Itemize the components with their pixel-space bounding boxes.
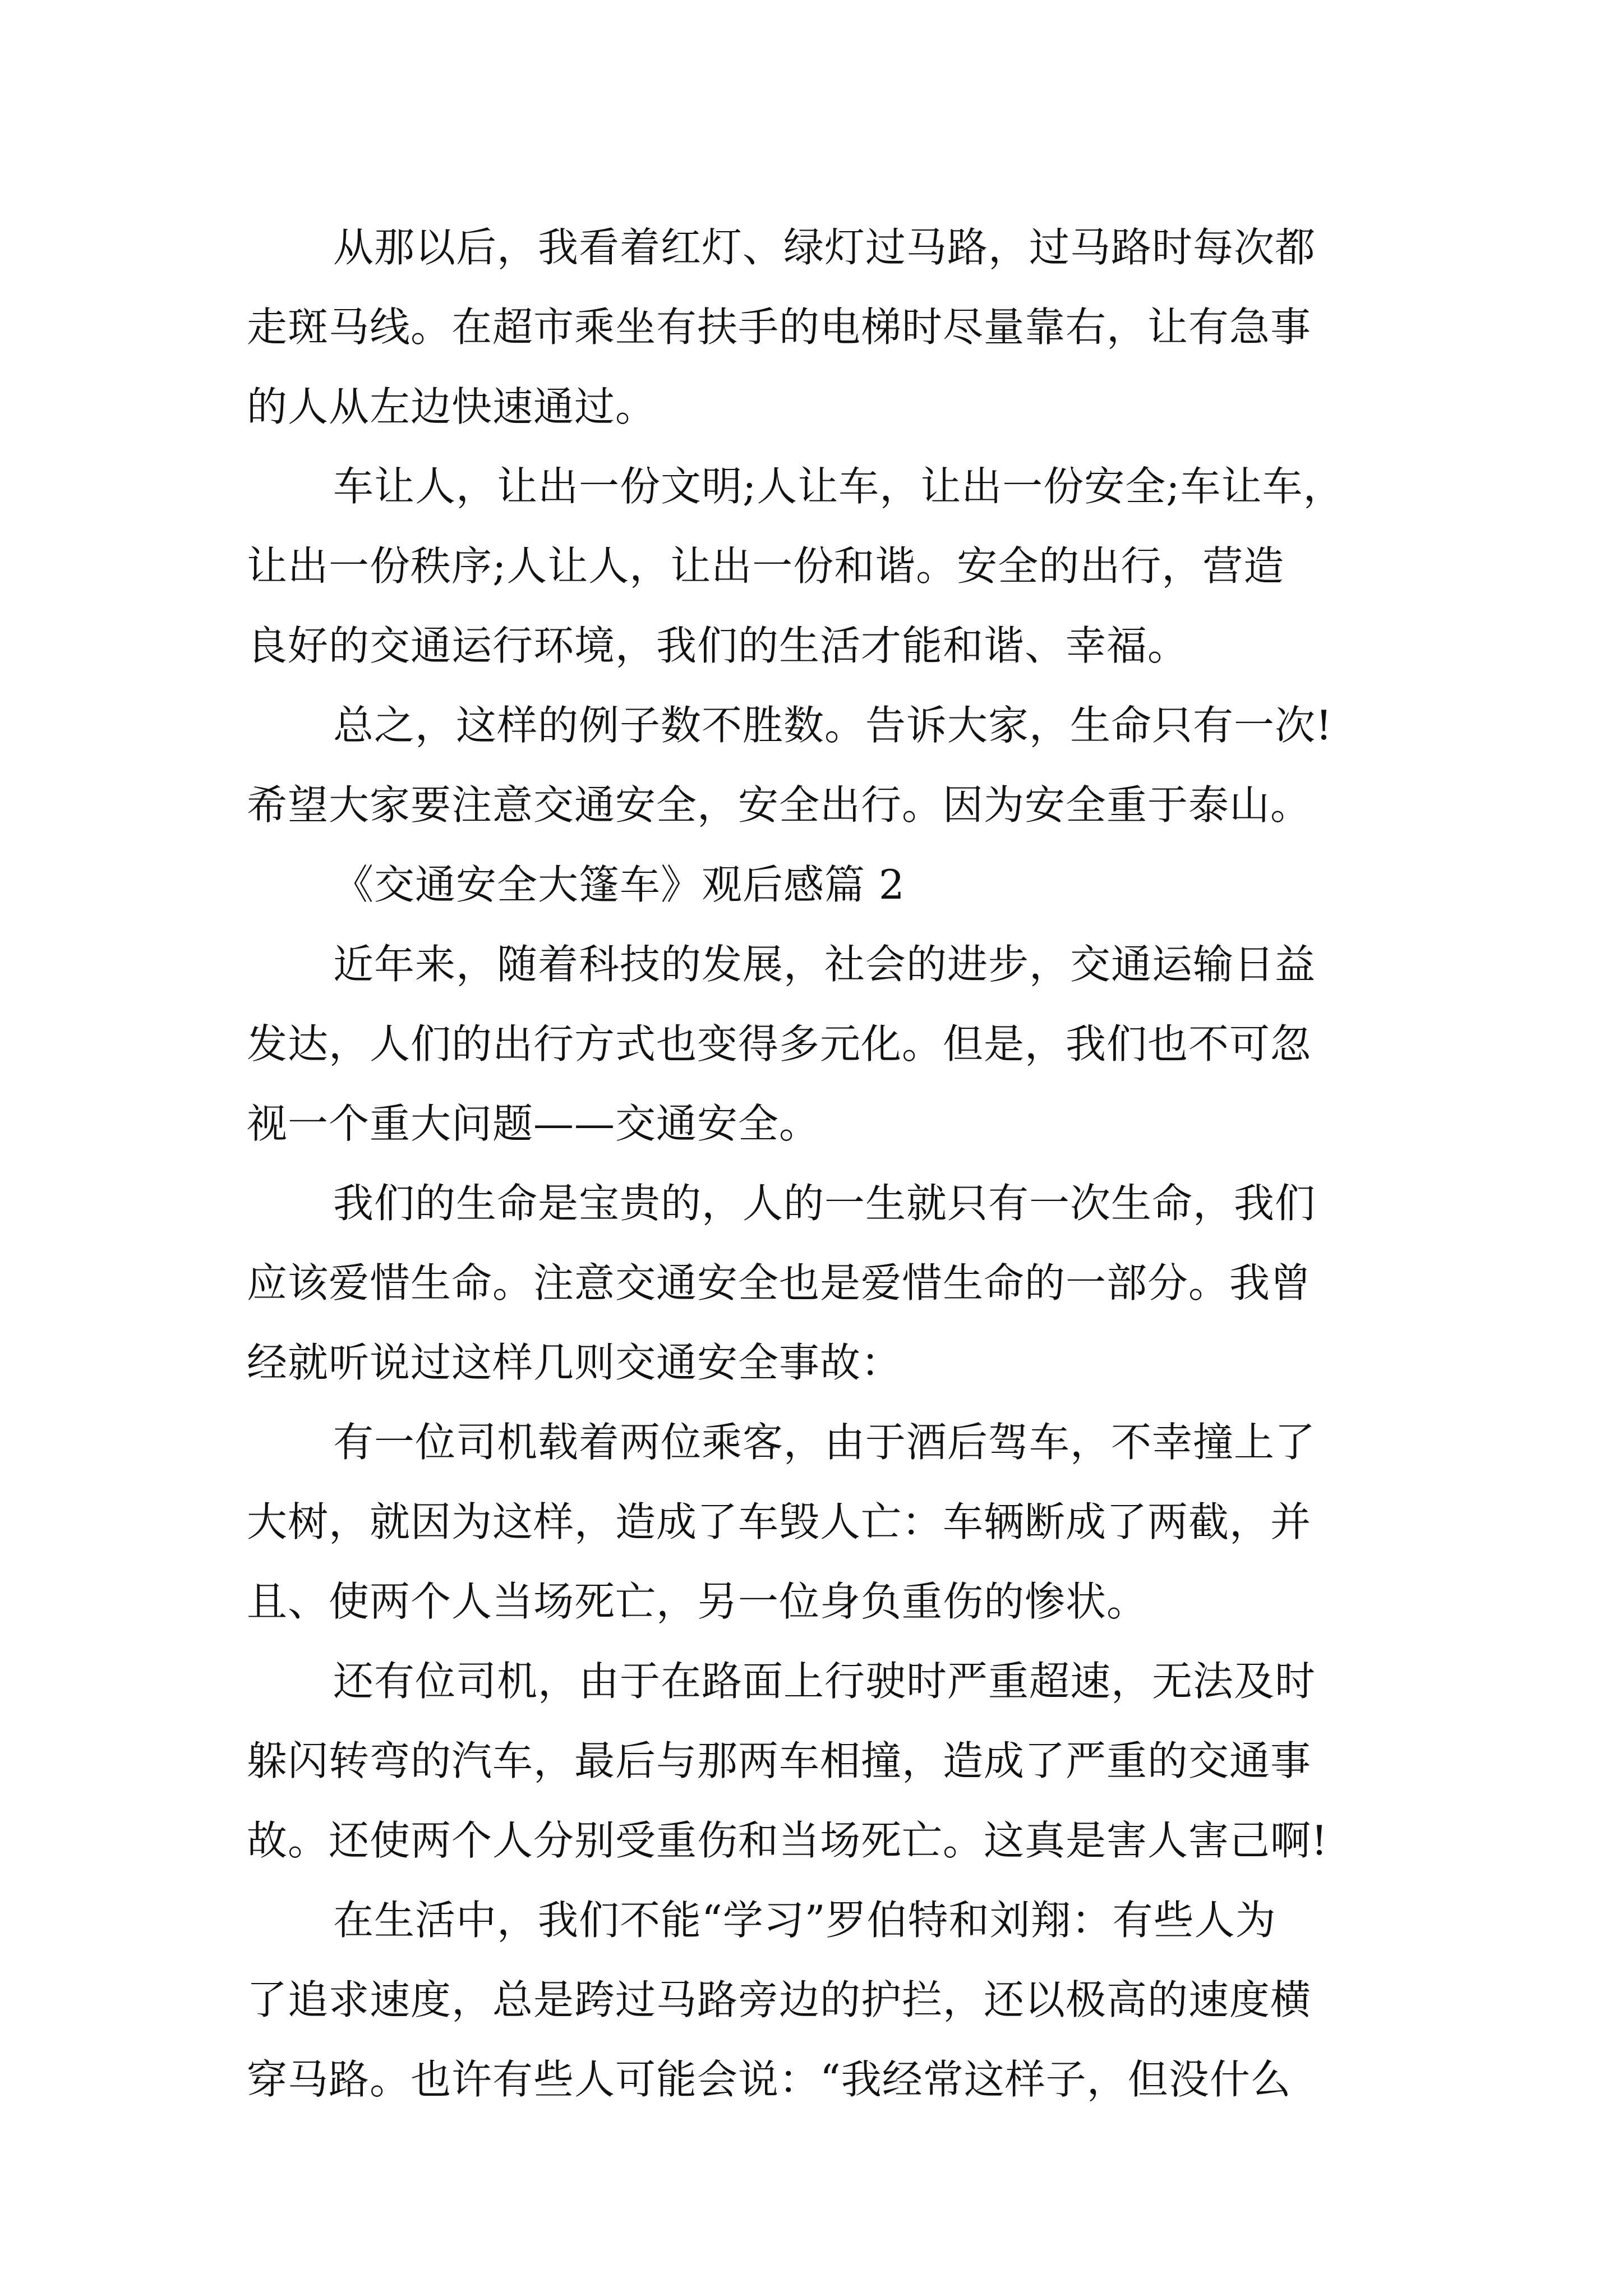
paragraph-line: 躲闪转弯的汽车，最后与那两车相撞，造成了严重的交通事 bbox=[247, 1737, 1312, 1784]
paragraph-line: 应该爱惜生命。注意交通安全也是爱惜生命的一部分。我曾 bbox=[247, 1259, 1312, 1306]
paragraph-line: 走斑马线。在超市乘坐有扶手的电梯时尽量靠右，让有急事 bbox=[247, 303, 1312, 351]
paragraph-line: 总之，这样的例子数不胜数。告诉大家，生命只有一次! bbox=[333, 702, 1332, 749]
paragraph-line: 故。还使两个人分别受重伤和当场死亡。这真是害人害己啊! bbox=[247, 1817, 1328, 1864]
paragraph-line: 我们的生命是宝贵的，人的一生就只有一次生命，我们 bbox=[333, 1180, 1316, 1227]
paragraph-line: 且、使两个人当场死亡，另一位身负重伤的惨状。 bbox=[247, 1578, 1148, 1625]
paragraph-line: 从那以后，我看着红灯、绿灯过马路，过马路时每次都 bbox=[333, 224, 1316, 271]
paragraph-line: 希望大家要注意交通安全，安全出行。因为安全重于泰山。 bbox=[247, 781, 1312, 829]
paragraph-line: 了追求速度，总是跨过马路旁边的护拦，还以极高的速度横 bbox=[247, 1976, 1312, 2023]
paragraph-line: 大树，就因为这样，造成了车毁人亡：车辆断成了两截，并 bbox=[247, 1498, 1312, 1545]
paragraph-line: 经就听说过这样几则交通安全事故： bbox=[247, 1339, 902, 1386]
paragraph-line: 良好的交通运行环境，我们的生活才能和谐、幸福。 bbox=[247, 622, 1189, 669]
paragraph-line: 有一位司机载着两位乘客，由于酒后驾车，不幸撞上了 bbox=[333, 1419, 1316, 1466]
paragraph-line: 发达，人们的出行方式也变得多元化。但是，我们也不可忽 bbox=[247, 1020, 1312, 1068]
paragraph-line: 让出一份秩序;人让人，让出一份和谐。安全的出行，营造 bbox=[247, 542, 1285, 590]
paragraph-line: 在生活中，我们不能“学习”罗伯特和刘翔：有些人为 bbox=[333, 1897, 1276, 1944]
paragraph-line: 的人从左边快速通过。 bbox=[247, 383, 657, 430]
document-body bbox=[247, 208, 1391, 2119]
section-heading: 《交通安全大篷车》观后感篇 2 bbox=[333, 861, 905, 908]
paragraph-line: 车让人，让出一份文明;人让车，让出一份安全;车让车， bbox=[333, 463, 1344, 510]
paragraph-line: 还有位司机，由于在路面上行驶时严重超速，无法及时 bbox=[333, 1658, 1316, 1705]
paragraph-line: 穿马路。也许有些人可能会说：“我经常这样子，但没什么 bbox=[247, 2056, 1292, 2103]
paragraph-line: 视一个重大问题——交通安全。 bbox=[247, 1100, 820, 1147]
paragraph-line: 近年来，随着科技的发展，社会的进步，交通运输日益 bbox=[333, 941, 1316, 988]
